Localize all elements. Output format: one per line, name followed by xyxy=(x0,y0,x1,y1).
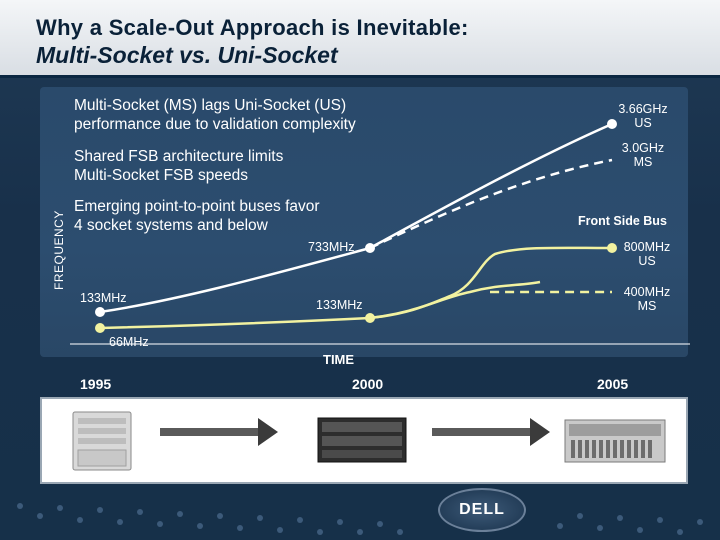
bullet-1-line-2: performance due to validation complexity xyxy=(74,116,356,133)
bullet-3-line-1: Emerging point-to-point buses favor xyxy=(74,198,320,215)
arrow-right-icon xyxy=(432,418,550,446)
fsb-66-label: 66MHz xyxy=(109,335,149,349)
cpu-733-label: 733MHz xyxy=(308,240,355,254)
fsb-ms-label-type: MS xyxy=(637,299,657,313)
fsb-133-label: 133MHz xyxy=(316,298,363,312)
cpu-us-label-value: 3.66GHz xyxy=(618,102,668,116)
blade-server-icon xyxy=(565,420,665,462)
fsb-us-label-type: US xyxy=(638,254,656,268)
x-axis-label: TIME xyxy=(323,352,355,367)
bullet-3-line-2: 4 socket systems and below xyxy=(74,217,268,234)
cpu-ms-label-value: 3.0GHz xyxy=(621,141,665,155)
bullet-2-line-1: Shared FSB architecture limits xyxy=(74,148,284,165)
cpu-133-label: 133MHz xyxy=(80,291,127,305)
tower-server-icon xyxy=(73,412,131,470)
year-label-2005: 2005 xyxy=(597,376,629,392)
fsb-heading: Front Side Bus xyxy=(578,214,667,228)
slide-title: Why a Scale-Out Approach is Inevitable: xyxy=(36,15,469,40)
y-axis-label: FREQUENCY xyxy=(52,210,66,290)
fsb-ms-label-value: 400MHz xyxy=(623,285,671,299)
rack-server-icon xyxy=(318,418,406,462)
dell-logo: DELL xyxy=(438,488,526,532)
slide-subtitle: Multi-Socket vs. Uni-Socket xyxy=(36,42,338,68)
fsb-us-label-value: 800MHz xyxy=(623,240,671,254)
cpu-ms-label-type: MS xyxy=(633,155,653,169)
year-label-2000: 2000 xyxy=(352,376,384,392)
bullet-2-line-2: Multi-Socket FSB speeds xyxy=(74,167,249,184)
arrow-right-icon xyxy=(160,418,278,446)
decorative-dot-pattern xyxy=(0,486,720,540)
cpu-us-label-type: US xyxy=(634,116,652,130)
year-label-1995: 1995 xyxy=(80,376,112,392)
bullet-1-line-1: Multi-Socket (MS) lags Uni-Socket (US) xyxy=(74,97,347,114)
